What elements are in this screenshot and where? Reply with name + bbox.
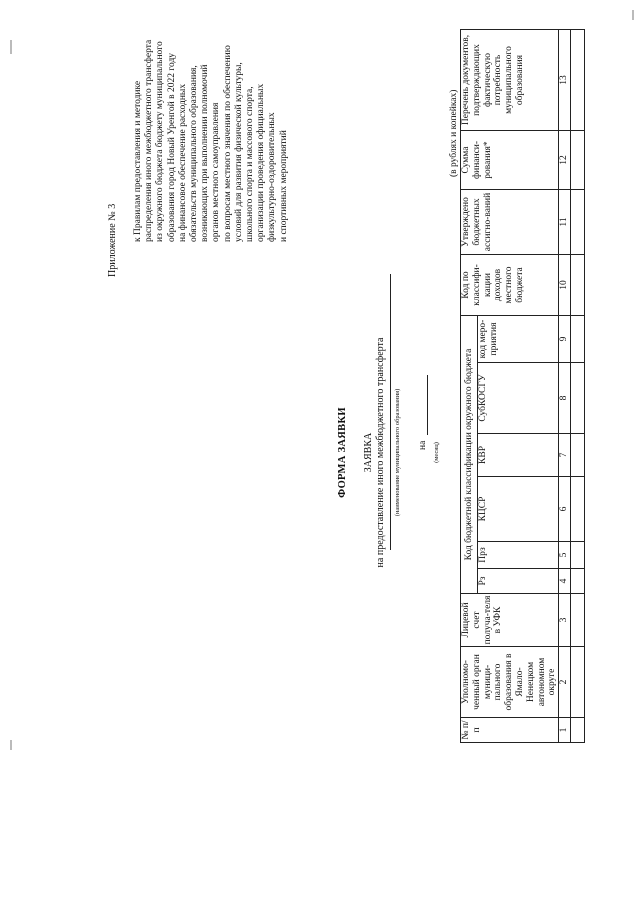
- month-prefix-label: на: [418, 440, 428, 450]
- table-numbers-row: [559, 30, 571, 743]
- column-number: 11: [559, 190, 571, 255]
- header-cell-org: Уполномо-ченный орган муници-пального образования в Ямало-Ненецком автономном округе: [461, 647, 559, 718]
- header-cell-prz: Прз: [478, 542, 559, 569]
- table-cell[interactable]: [571, 363, 585, 434]
- header-cell-kcsr: КЦСР: [478, 477, 559, 542]
- header-cell-amount: Сумма финанси-рования*: [461, 131, 559, 190]
- table-empty-row: [571, 30, 585, 743]
- document-title: ЗАЯВКА: [363, 432, 374, 473]
- header-cell-approved: Утверждено бюджетных ассигно-ваний: [461, 190, 559, 255]
- header-cell-no: № п/п: [461, 718, 559, 743]
- municipality-fill-line: [390, 274, 391, 550]
- appendix-line: возникающих при выполнении полномочий: [200, 64, 211, 242]
- appendix-line: и спортивных мероприятий: [278, 130, 289, 242]
- column-number: 7: [559, 434, 571, 477]
- appendix-line: из окружного бюджета бюджету муниципального: [155, 41, 166, 242]
- scan-mark: [10, 740, 12, 750]
- header-cell-rz: Рз: [478, 569, 559, 594]
- scan-mark: [632, 10, 634, 20]
- column-number: 5: [559, 542, 571, 569]
- table-cell[interactable]: [571, 477, 585, 542]
- header-cell-income-code: Код по классифи-кации доходов местного бюджета: [461, 255, 559, 316]
- month-fill-line: [427, 375, 428, 435]
- table-cell[interactable]: [571, 542, 585, 569]
- appendix-line: организации проведения официальных: [256, 83, 267, 242]
- appendix-line: физкультурно-оздоровительных: [267, 112, 278, 242]
- appendix-line: на финансовое обеспечение расходных: [177, 83, 188, 242]
- header-cell-account: Лицевой счет получа-теля в УФК: [461, 594, 559, 647]
- header-cell-docs: Перечень документов, подтверждающих фактическую потребность муниципального образования: [461, 30, 559, 131]
- table-cell[interactable]: [571, 569, 585, 594]
- appendix-line: условий для развития физической культуры,: [233, 62, 244, 242]
- scan-mark: [10, 40, 12, 54]
- table-cell[interactable]: [571, 434, 585, 477]
- column-number: 4: [559, 569, 571, 594]
- municipality-caption: (наименование муниципального образования): [394, 388, 401, 517]
- appendix-line: к Правилам предоставления и методике: [133, 80, 143, 242]
- appendix-line: школьного спорта и массового спорта,: [245, 86, 256, 242]
- appendix-line: образования город Новый Уренгой в 2022 году: [166, 52, 177, 242]
- table-cell[interactable]: [571, 190, 585, 255]
- appendix-title: Приложение № 3: [107, 203, 118, 277]
- appendix-line: распределения иного межбюджетного трансферта: [144, 39, 155, 242]
- table-cell[interactable]: [571, 255, 585, 316]
- column-number: 3: [559, 594, 571, 647]
- column-number: 12: [559, 131, 571, 190]
- appendix-line: обязательств муниципального образования,: [189, 65, 200, 242]
- appendix-line: по вопросам местного значения по обеспечению: [222, 45, 233, 242]
- table-cell[interactable]: [571, 718, 585, 743]
- table-cell[interactable]: [571, 316, 585, 363]
- header-cell-subkosgu: СубКОСГУ: [478, 363, 559, 434]
- header-cell-event-code: код меро-приятия: [478, 316, 559, 363]
- column-number: 1: [559, 718, 571, 743]
- table-cell[interactable]: [571, 30, 585, 131]
- table-cell[interactable]: [571, 594, 585, 647]
- column-number: 13: [559, 30, 571, 131]
- units-note: (в рублях и копейках): [449, 89, 459, 177]
- request-table: [460, 29, 585, 743]
- column-number: 6: [559, 477, 571, 542]
- column-number: 2: [559, 647, 571, 718]
- table-header-row: [461, 30, 478, 743]
- table-cell[interactable]: [571, 131, 585, 190]
- document-subtitle: на предоставление иного межбюджетного трансферта: [375, 337, 386, 568]
- column-number: 9: [559, 316, 571, 363]
- form-title: ФОРМА ЗАЯВКИ: [337, 407, 348, 498]
- column-number: 8: [559, 363, 571, 434]
- header-cell-budget-group: Код бюджетной классификации окружного бюджета: [461, 316, 478, 594]
- header-cell-kvr: КВР: [478, 434, 559, 477]
- appendix-text: [133, 2, 290, 242]
- month-caption: (месяц): [433, 442, 440, 463]
- table-cell[interactable]: [571, 647, 585, 718]
- appendix-line: органов местного самоуправления: [211, 102, 222, 242]
- column-number: 10: [559, 255, 571, 316]
